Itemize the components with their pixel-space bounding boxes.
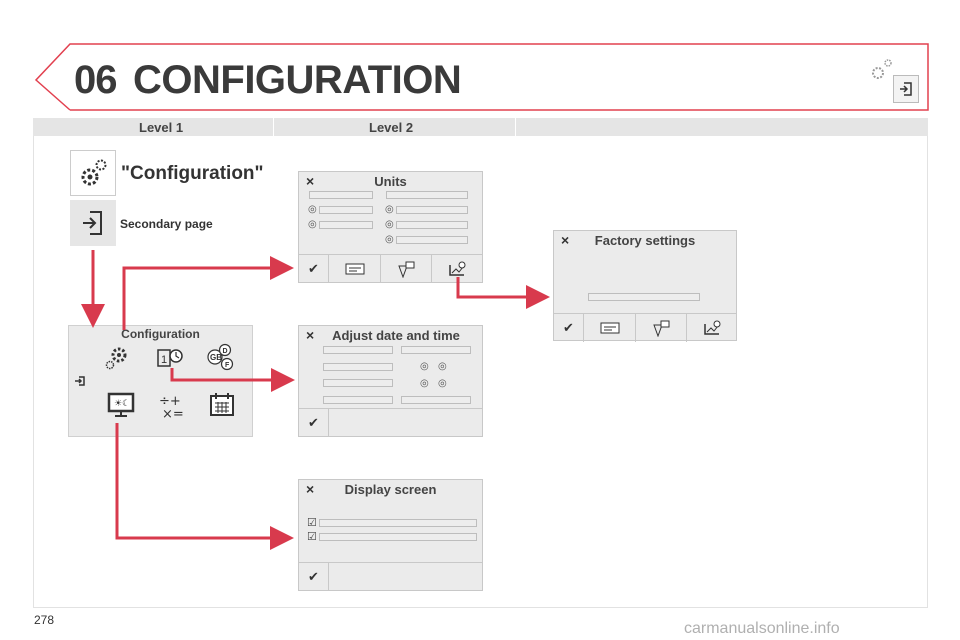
arrow-units-to-factory — [458, 277, 538, 297]
chapter-title: CONFIGURATION — [133, 58, 462, 102]
level-1-label: Level 1 — [139, 120, 184, 135]
arrow-menu-to-units — [124, 268, 282, 330]
svg-text:÷+: ÷+ — [159, 394, 181, 409]
secondary-page-label: Secondary page — [120, 217, 213, 231]
radio-icon[interactable]: ◎ — [420, 378, 429, 389]
radio-icon[interactable]: ◎ — [385, 234, 394, 245]
configuration-menu-title: Configuration — [121, 327, 200, 341]
close-icon[interactable]: × — [306, 173, 315, 189]
confirm-button[interactable]: ✔ — [554, 314, 584, 342]
radio-icon[interactable]: ◎ — [438, 361, 447, 372]
radio-icon[interactable]: ◎ — [308, 204, 317, 215]
units-title: Units — [374, 174, 407, 189]
page-number: 278 — [34, 613, 55, 627]
display-screen-title: Display screen — [344, 482, 437, 497]
svg-text:GB: GB — [210, 353, 222, 362]
checkbox-icon[interactable]: ☑ — [307, 517, 317, 529]
checkbox-icon[interactable]: ☑ — [307, 531, 317, 543]
radio-icon[interactable]: ◎ — [308, 219, 317, 230]
close-icon[interactable]: × — [561, 232, 570, 248]
level-2-label: Level 2 — [369, 120, 414, 135]
arrow-menu-to-display — [117, 423, 282, 538]
svg-text:×=: ×= — [162, 407, 184, 420]
watermark: carmanualsonline.info — [684, 620, 840, 637]
svg-text:F: F — [225, 362, 230, 369]
chapter-number: 06 — [74, 58, 117, 102]
radio-icon[interactable]: ◎ — [420, 361, 429, 372]
svg-text:D: D — [222, 348, 228, 355]
close-icon[interactable]: × — [306, 327, 315, 343]
configuration-heading: "Configuration" — [121, 163, 264, 184]
confirm-button[interactable]: ✔ — [299, 563, 329, 591]
close-icon[interactable]: × — [306, 481, 315, 497]
radio-icon[interactable]: ◎ — [385, 219, 394, 230]
arrow-menu-to-date — [172, 368, 283, 380]
radio-icon[interactable]: ◎ — [385, 204, 394, 215]
radio-icon[interactable]: ◎ — [438, 378, 447, 389]
confirm-button[interactable]: ✔ — [299, 255, 329, 283]
factory-settings-title: Factory settings — [594, 233, 696, 248]
svg-text:1: 1 — [161, 354, 168, 366]
confirm-button[interactable]: ✔ — [299, 409, 329, 437]
adjust-date-time-title: Adjust date and time — [332, 328, 460, 343]
svg-text:☀☾: ☀☾ — [114, 399, 131, 409]
